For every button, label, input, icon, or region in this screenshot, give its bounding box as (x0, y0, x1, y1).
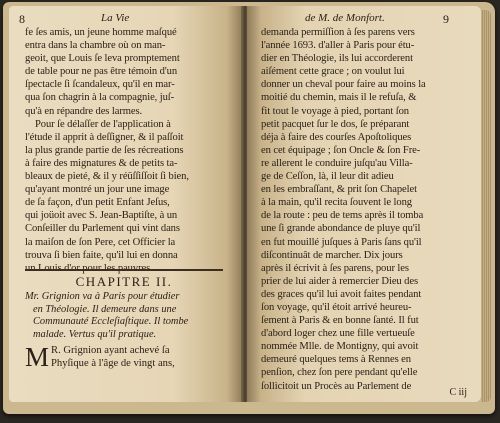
text-line: Mr. Grignion va à Paris pour étudier (25, 291, 180, 302)
drop-cap: M (25, 342, 50, 372)
text-line: geoit, que Louis ſe leva promptement (25, 53, 180, 65)
text-line: entra dans la chambre où on man- (25, 40, 166, 52)
left-body-text (25, 26, 223, 275)
text-line: demanda permiſſion à ſes parens vers (261, 27, 415, 38)
left-page (9, 6, 243, 402)
text-line: d'abord loger chez une fille vertueuſe (261, 328, 415, 340)
text-line: qu'à en répandre des larmes. (25, 105, 143, 117)
text-line: qui joüoit avec S. Jean-Baptiſte, à un (25, 210, 178, 222)
text-line: la maiſon de ſon Pere, cet Officier la (25, 236, 176, 248)
chapter-opening (25, 344, 223, 371)
text-line: ſpectacle ſi ſcandaleux, qu'il en mar- (25, 79, 175, 91)
left-page-number: 8 (19, 12, 25, 26)
text-line: Phyſique à l'âge de vingt ans, (51, 358, 175, 370)
left-running-head (9, 12, 243, 26)
text-line: Pour ſe délaſſer de l'application à (35, 118, 171, 130)
right-body-text (261, 26, 465, 393)
text-line: en les embraſſant, & prit ſon Chapelet (261, 184, 417, 196)
text-line: Communauté Eccleſiaſtique. Il tombe (33, 316, 189, 328)
page-edges (481, 10, 491, 402)
right-running-head (247, 12, 481, 26)
text-line: de table pour ne pas être témoin d'un (25, 66, 178, 78)
text-line: en cet équipage ; ſon Oncle & ſon Fre- (261, 144, 421, 156)
text-line: malade. Vertus qu'il pratique. (33, 328, 157, 340)
text-line: dier en Théologie, ils lui accorderent (261, 53, 413, 65)
text-line: en Théologie. Il demeure dans une (33, 303, 177, 315)
text-line: moitié du chemin, mais il le refuſa, & (261, 92, 417, 104)
text-line: bleaux de pieté, & il y réüſſiſſoit ſi bien, (25, 171, 189, 183)
chapter-rule (25, 269, 223, 271)
text-line: à la main, qu'il recita ſouvent le long (261, 197, 412, 209)
text-line: aiſément cette grace ; on voulut lui (261, 66, 405, 78)
text-line: qua ſon chagrin à la compagnie, juſ- (25, 92, 175, 104)
text-line: après il écrivit à ſes parens, pour les (261, 262, 409, 274)
text-line: déja à faire des courſes Apoſtoliques (261, 131, 412, 143)
text-line: de la route : peu de tems après il tomba (261, 210, 424, 222)
text-line: l'année 1693. d'aller à Paris pour étu- (261, 40, 415, 52)
text-line: ſement à Paris & en bonne ſanté. Il fut (261, 315, 419, 327)
text-line: re allerent le conduire juſqu'au Villa- (261, 157, 413, 169)
right-page-number: 9 (443, 12, 449, 26)
text-line: demeuré quelques tems à Rennes en (261, 354, 411, 366)
text-line: l'étude il apprit à deſſigner, & il paſſoit (25, 131, 184, 143)
text-line: R. Grignion ayant achevé ſa (51, 345, 170, 356)
text-line: en fut mouillé juſques à Paris ſans qu'il (261, 236, 422, 248)
text-line: la plus grande partie de ſes récreations (25, 144, 184, 156)
text-line: qu'ayant montré un jour une image (25, 184, 170, 196)
text-line: ge de Ceſſon, là, il leur dit adieu (261, 171, 394, 183)
chapter-title: CHAPITRE II. (75, 274, 173, 289)
open-book (3, 2, 495, 414)
text-line: ſon voyage, qu'il étoit arrivé heureu- (261, 301, 412, 313)
text-line: nommée Mlle. de Montigny, qui avoit (261, 341, 419, 353)
text-line: fit tout le voyage à pied, portant ſon (261, 105, 410, 117)
text-line: de ſa façon, d'un petit Enfant Jeſus, (25, 197, 170, 209)
text-line: fe ſes amis, un jeune homme maſqué (25, 27, 177, 38)
text-line: donner un cheval pour faire au moins la (261, 79, 426, 91)
text-line: une ſi grande abondance de pluye qu'il (261, 223, 421, 235)
left-running-title: La Vie (101, 12, 130, 24)
text-line: petit pacquet ſur le dos, ſe préparant (261, 118, 410, 130)
text-line: Conſeiller du Parlement qui vint dans (25, 223, 180, 235)
text-line: penſion, chez ſon pere pendant qu'elle (261, 367, 418, 379)
right-running-title: de M. de Monfort. (305, 12, 385, 24)
text-line: des graces qu'il lui avoit faites pendant (261, 288, 422, 300)
text-line: trouva ſi bien faite, qu'il lui en donna (25, 249, 178, 261)
text-line: ſollicitoit un Procès au Parlement de (261, 380, 412, 392)
text-line: à faire des mignatures & de petits ta- (25, 157, 178, 169)
right-page (247, 6, 481, 402)
text-line: prier de lui aider à remercier Dieu des (261, 275, 418, 287)
chapter-summary (25, 291, 223, 341)
text-line: un Louis d'or pour les pauvres. (25, 262, 153, 274)
signature-mark: C iij (449, 387, 467, 398)
text-line: diſcontinuât de marcher. Dix jours (261, 249, 403, 261)
